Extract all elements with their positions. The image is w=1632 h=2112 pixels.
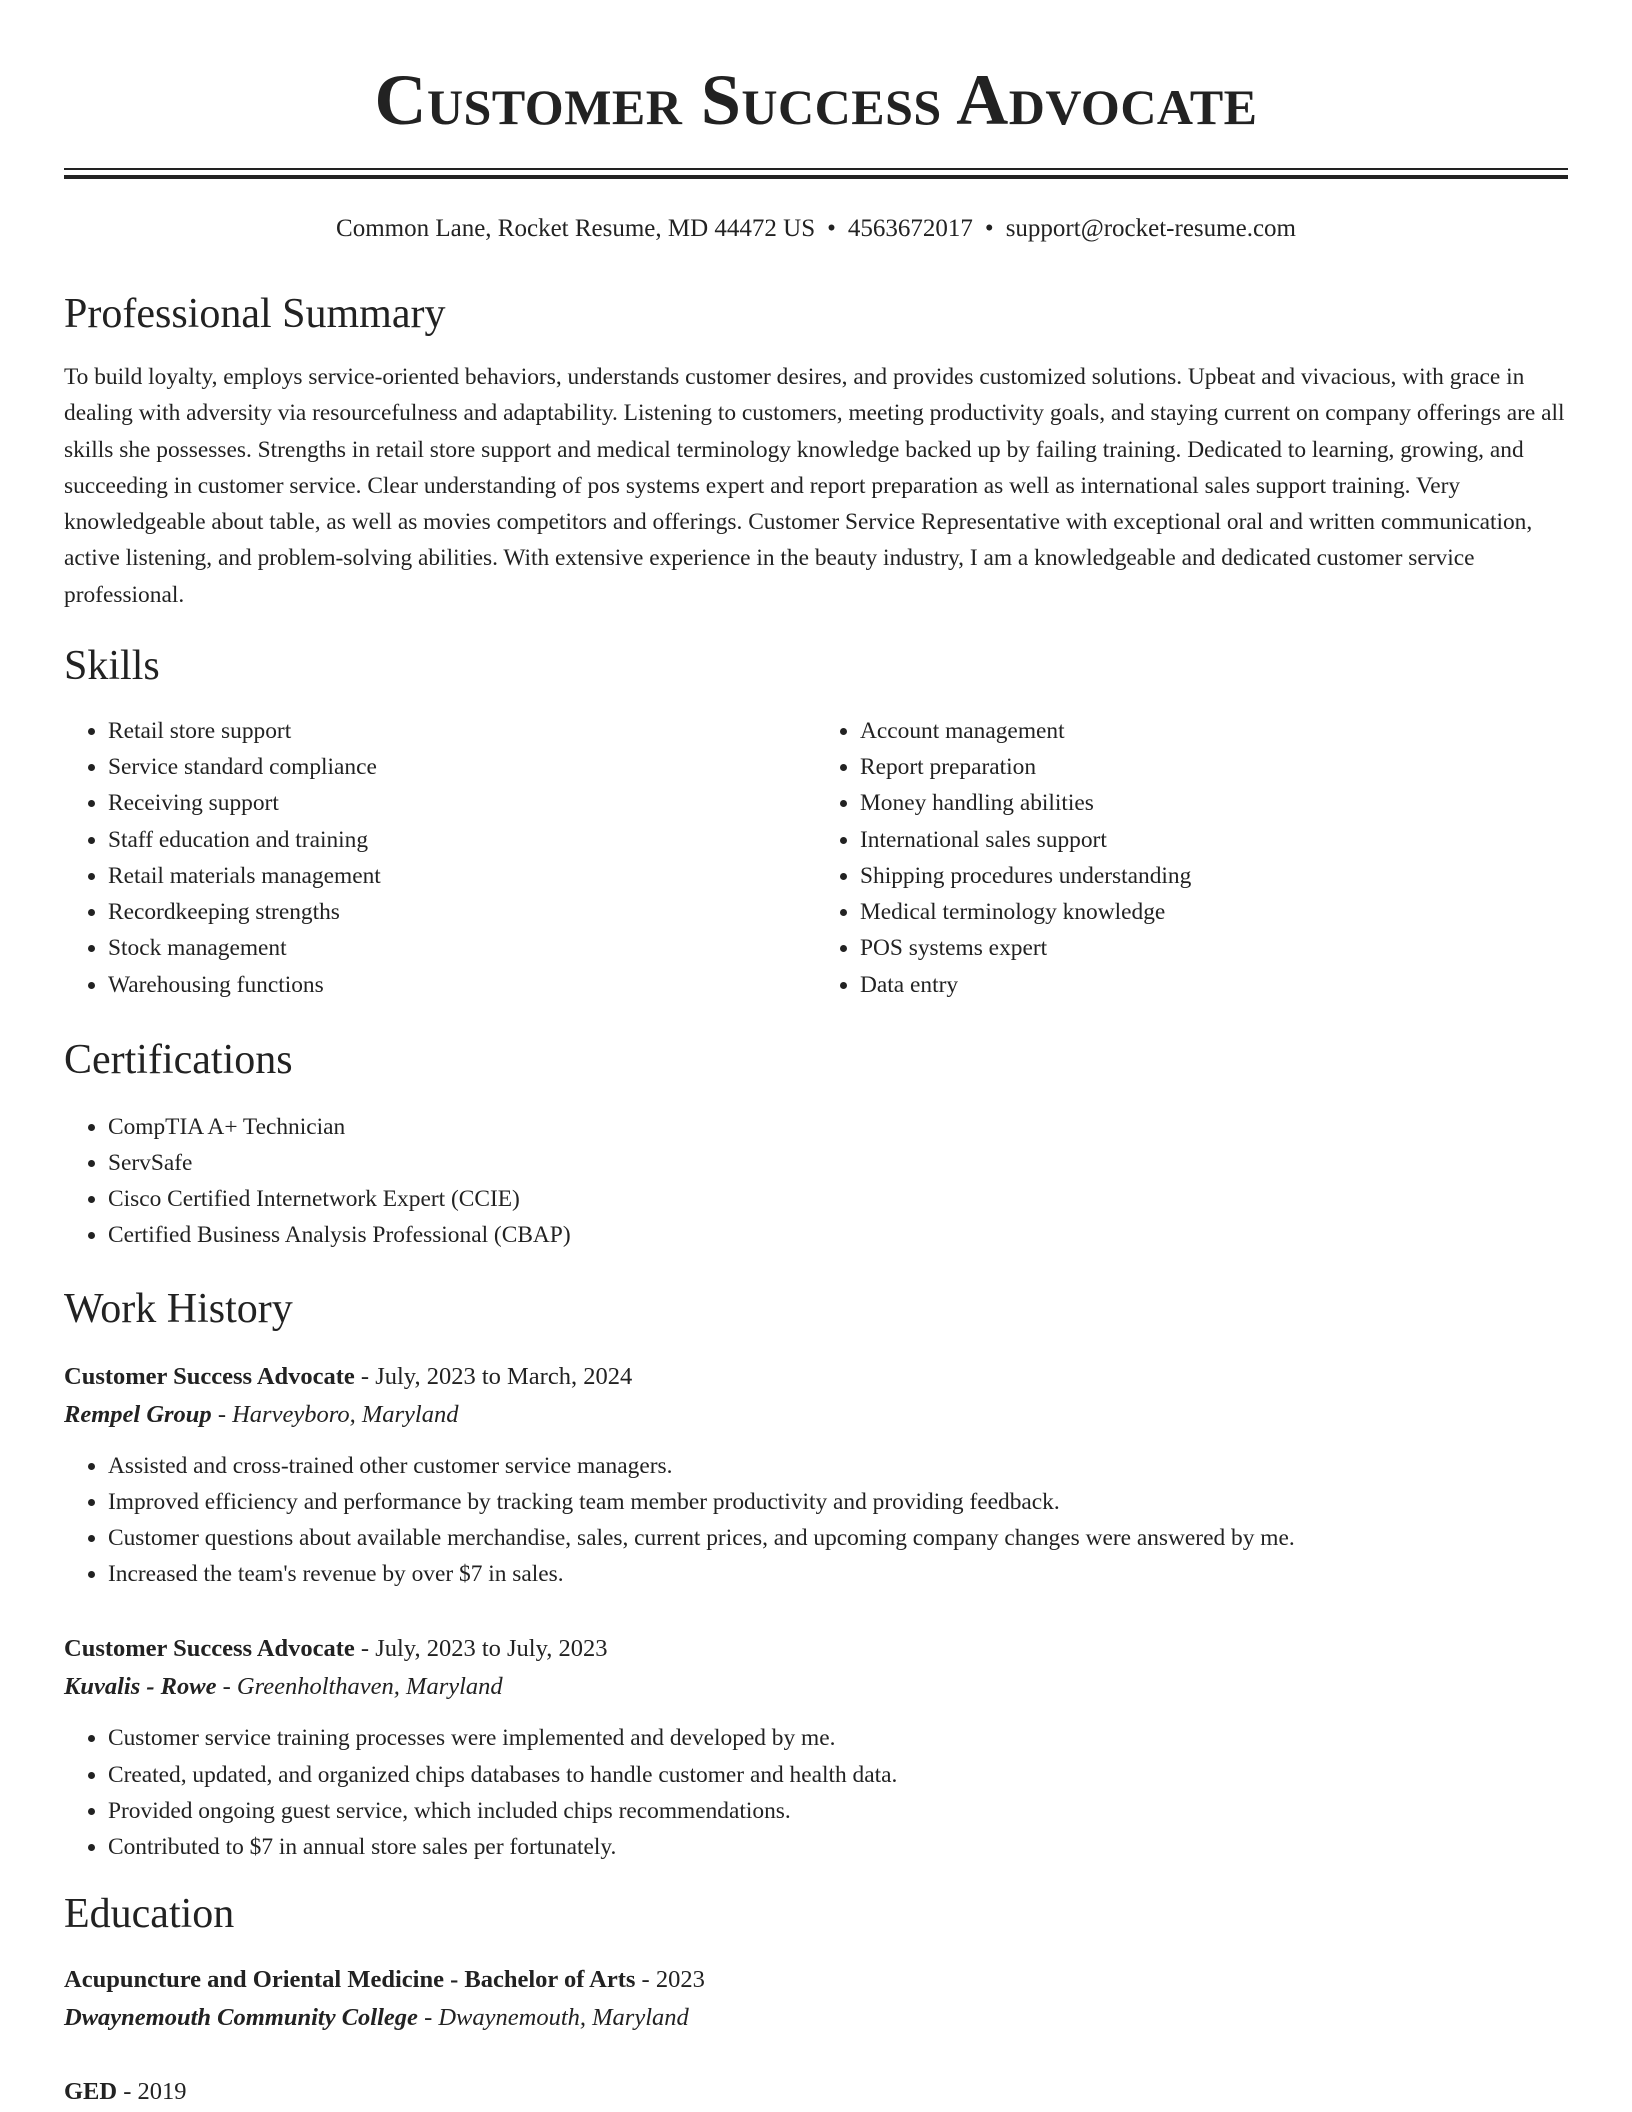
certifications-list <box>64 1109 1568 1254</box>
education-degree: Acupuncture and Oriental Medicine - Bachelor of Arts <box>64 1966 636 1994</box>
job-location: - Greenholthaven, Maryland <box>216 1673 503 1701</box>
education-year: - 2023 <box>635 1966 705 1994</box>
skill-item: • Medical terminology knowledge <box>860 894 1568 930</box>
skill-item: • International sales support <box>860 822 1568 858</box>
certification-item: • ServSafe <box>108 1145 1568 1181</box>
job-title-line <box>64 1358 1568 1396</box>
summary-text: To build loyalty, employs service-oriented behaviors, understands customer desires, and provides customized solutions. Upbeat and vivacious, with grace in dealing with adversity via resourcefulness and adaptability. Listening to customers, meeting productivity goals, and staying current on company offerings are all skills she possesses. Strengths in retail store support and medical terminology knowledge backed up by failing training. Dedicated to learning, growing, and succeeding in customer service. Clear understanding of pos systems expert and report preparation as well as international sales support training. Very knowledgeable about table, as well as movies competitors and offerings. Customer Service Representative with exceptional oral and written communication, active listening, and problem-solving abilities. With extensive experience in the beauty industry, I am a knowledgeable and dedicated customer service professional. <box>64 364 1565 608</box>
skill-item: • Retail store support <box>108 713 816 749</box>
job-bullet: • Improved efficiency and performance by tracking team member productivity and providing feedback. <box>108 1484 1568 1520</box>
job-entry <box>64 1358 1568 1593</box>
education-school-line <box>64 1999 1568 2037</box>
education-degree-line <box>64 1961 1568 1999</box>
skill-item: • Staff education and training <box>108 822 816 858</box>
job-bullet: • Assisted and cross-trained other customer service managers. <box>108 1448 1568 1484</box>
education-degree-line <box>64 2073 1568 2111</box>
skills-heading: Skills <box>64 643 160 690</box>
job-title: Customer Success Advocate <box>64 1635 355 1663</box>
job-bullet: • Increased the team's revenue by over $7 in sales. <box>108 1556 1568 1592</box>
job-bullets <box>64 1720 1568 1865</box>
education-school: Dwaynemouth Community College <box>64 2004 418 2032</box>
education-degree: GED <box>64 2078 118 2106</box>
work-history-heading: Work History <box>64 1285 293 1332</box>
skills-left-list <box>64 713 816 1003</box>
education-entry <box>64 2073 1568 2111</box>
skill-item: • Service standard compliance <box>108 749 816 785</box>
skill-item: • Recordkeeping strengths <box>108 894 816 930</box>
contact-separator: • <box>984 215 994 242</box>
education-year: - 2019 <box>117 2078 187 2106</box>
skill-item: • POS systems expert <box>860 930 1568 966</box>
contact-address: Common Lane, Rocket Resume, MD 44472 US <box>336 215 816 242</box>
job-bullet: • Contributed to $7 in annual store sales per fortunately. <box>108 1829 1568 1865</box>
contact-line <box>64 213 1568 245</box>
skill-item: • Warehousing functions <box>108 967 816 1003</box>
job-title: Customer Success Advocate <box>64 1362 355 1390</box>
skill-item: • Data entry <box>860 967 1568 1003</box>
job-dates: - July, 2023 to July, 2023 <box>354 1635 608 1663</box>
certification-item: • Cisco Certified Internetwork Expert (CCIE) <box>108 1181 1568 1217</box>
education-entry <box>64 1961 1568 2037</box>
job-bullet: • Provided ongoing guest service, which included chips recommendations. <box>108 1793 1568 1829</box>
job-entry <box>64 1630 1568 1865</box>
skill-item: • Account management <box>860 713 1568 749</box>
skill-item: • Receiving support <box>108 785 816 821</box>
skill-item: • Stock management <box>108 930 816 966</box>
job-bullet: • Customer questions about available merchandise, sales, current prices, and upcoming company changes were answered by me. <box>108 1520 1568 1556</box>
skill-item: • Report preparation <box>860 749 1568 785</box>
job-company: Rempel Group <box>64 1400 212 1428</box>
job-bullets <box>64 1448 1568 1593</box>
job-company-line <box>64 1668 1568 1706</box>
skills-right-list <box>816 713 1568 1003</box>
job-dates: - July, 2023 to March, 2024 <box>354 1362 633 1390</box>
job-location: - Harveyboro, Maryland <box>211 1400 459 1428</box>
education-location: - Dwaynemouth, Maryland <box>417 2004 689 2032</box>
certification-item: • Certified Business Analysis Professional (CBAP) <box>108 1217 1568 1253</box>
header-divider <box>64 168 1568 179</box>
contact-separator: • <box>827 215 836 242</box>
skills-columns <box>64 713 1568 1003</box>
skill-item: • Retail materials management <box>108 858 816 894</box>
contact-email: support@rocket-resume.com <box>1005 215 1296 242</box>
skill-item: • Money handling abilities <box>860 785 1568 821</box>
job-company: Kuvalis - Rowe <box>64 1673 217 1701</box>
job-bullet: • Customer service training processes were implemented and developed by me. <box>108 1720 1568 1756</box>
skill-item: • Shipping procedures understanding <box>860 858 1568 894</box>
education-heading: Education <box>64 1891 235 1938</box>
job-bullet: • Created, updated, and organized chips databases to handle customer and health data. <box>108 1757 1568 1793</box>
job-title-line <box>64 1630 1568 1668</box>
summary-heading: Professional Summary <box>64 291 446 337</box>
certifications-heading: Certifications <box>64 1036 293 1083</box>
certification-item: • CompTIA A+ Technician <box>108 1109 1568 1145</box>
resume-name: Customer Success Advocate <box>374 60 1258 140</box>
job-company-line <box>64 1396 1568 1434</box>
contact-phone: 4563672017 <box>847 215 973 242</box>
